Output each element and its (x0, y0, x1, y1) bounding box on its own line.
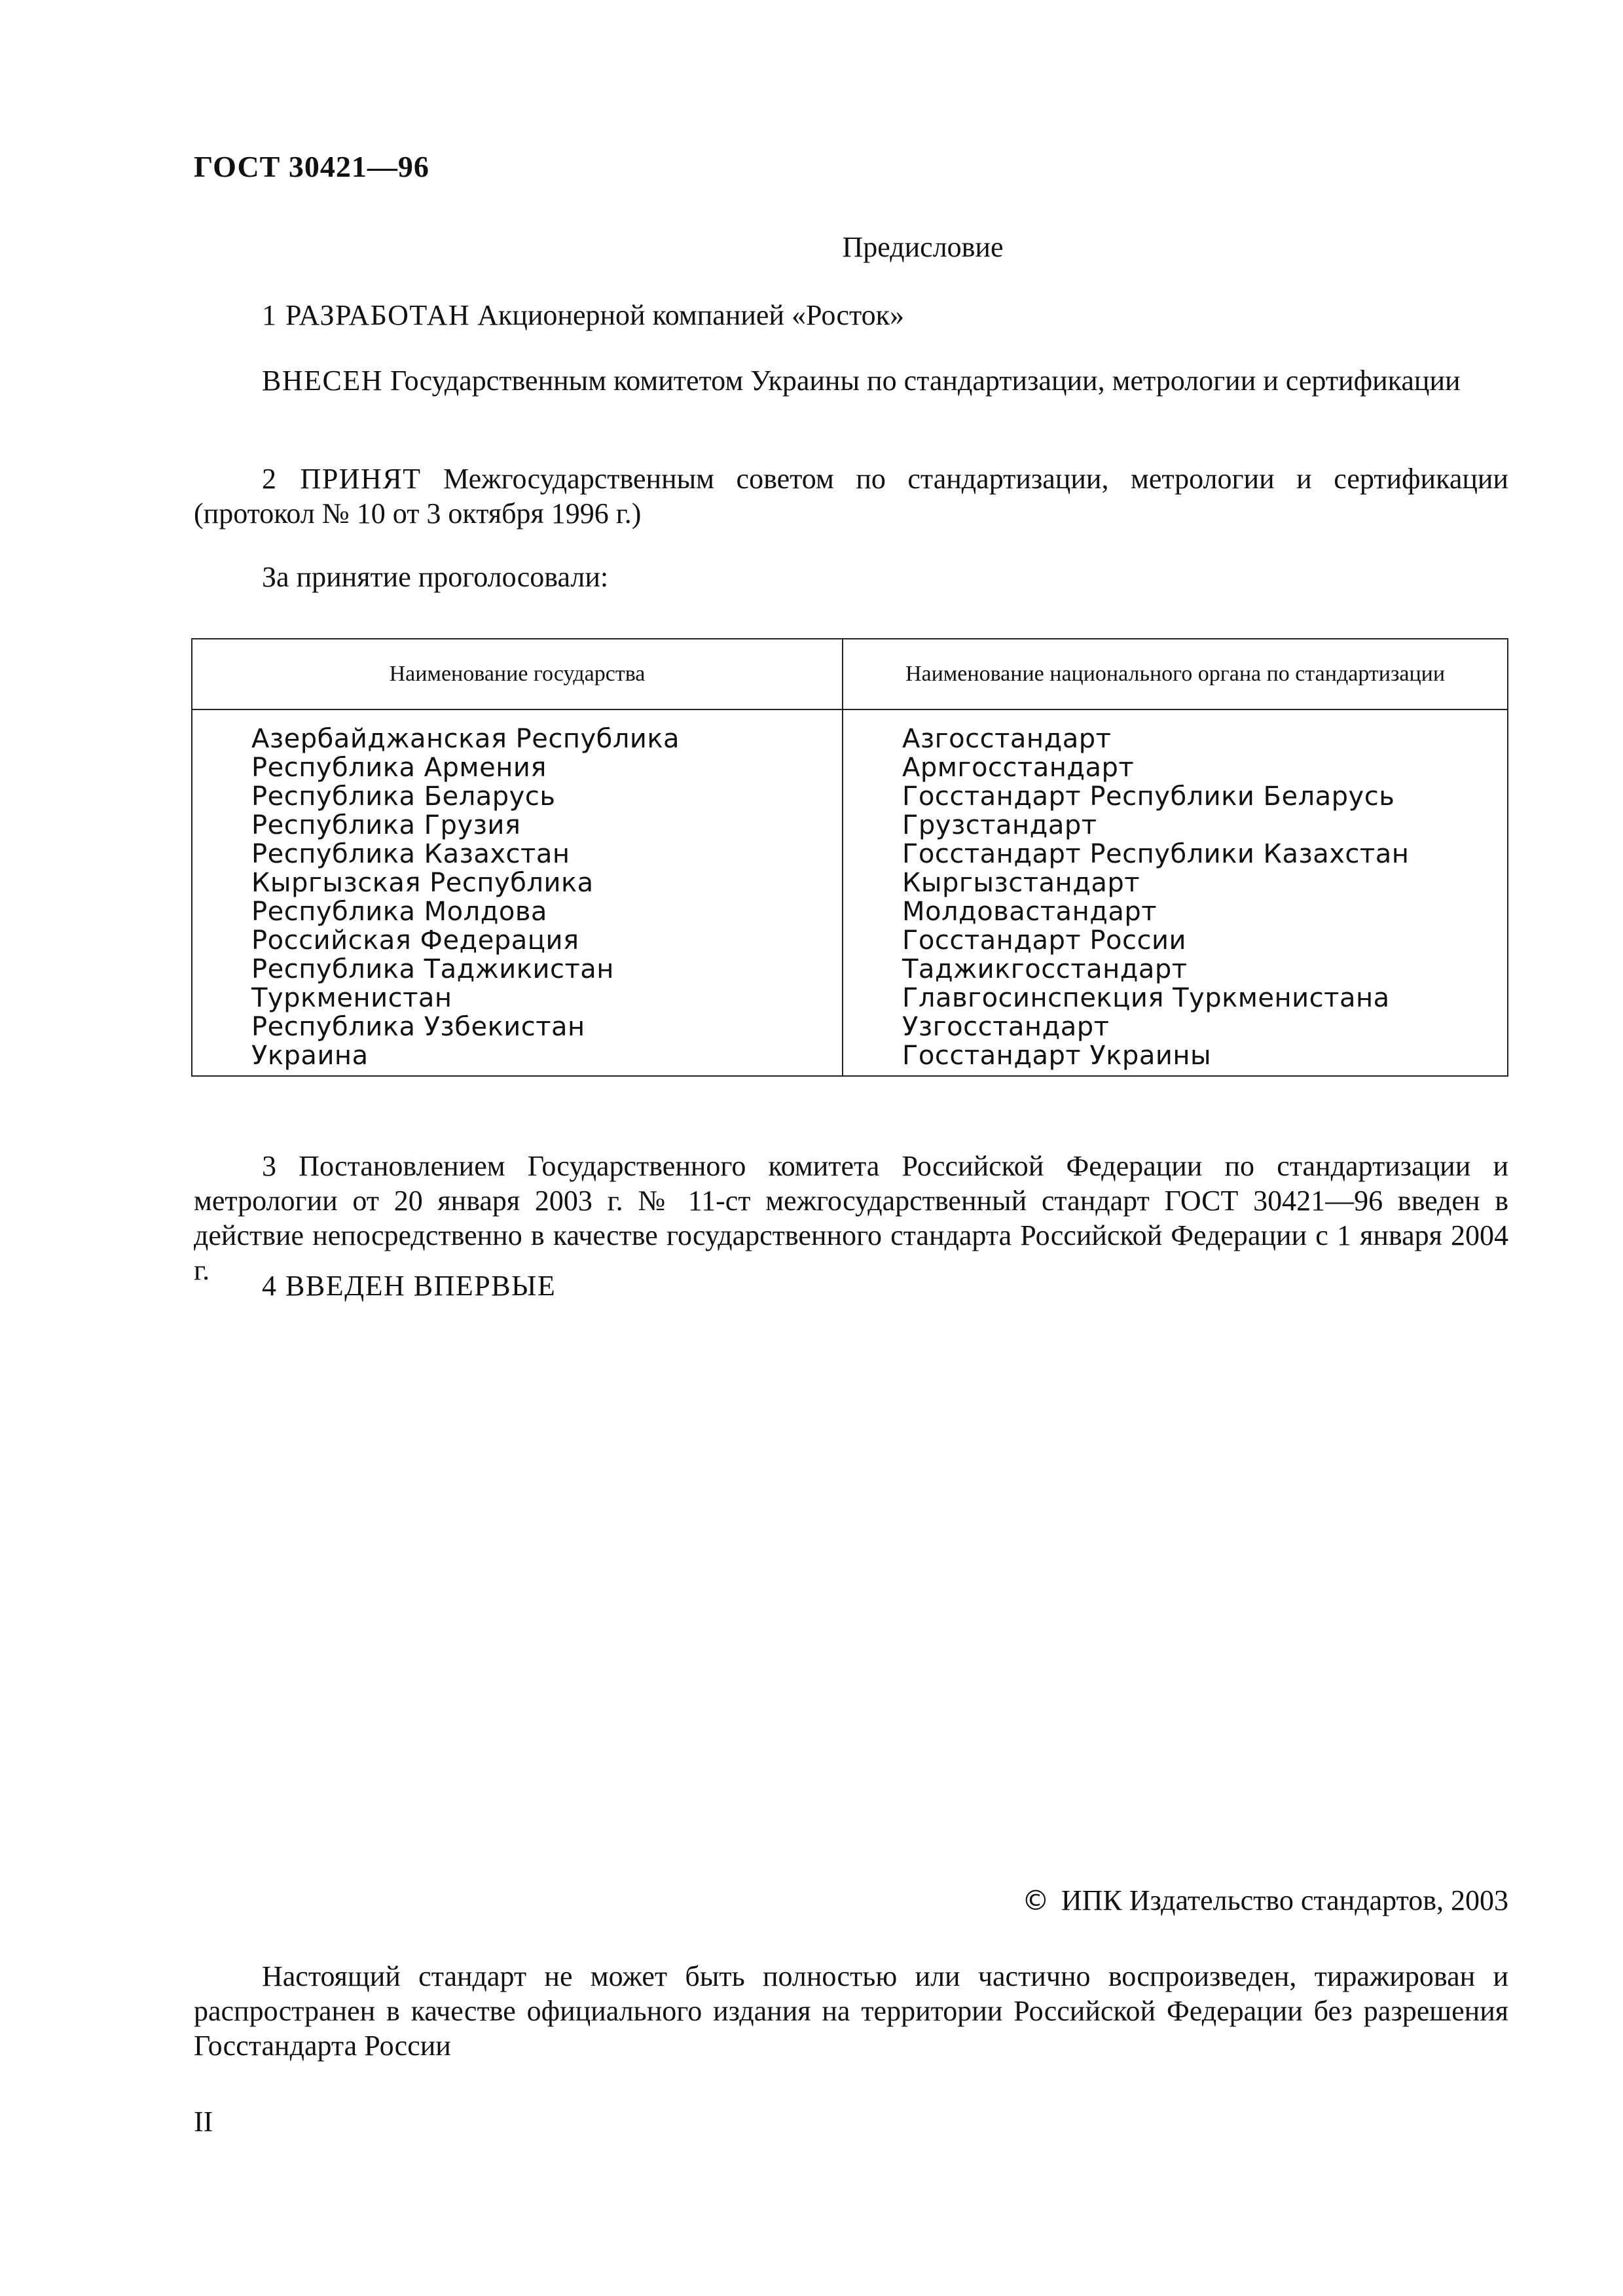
paragraph-developed (194, 298, 1508, 332)
state-name: Туркменистан (251, 983, 452, 1013)
paragraph-first-introduced (194, 1268, 1508, 1303)
standards-body-name: Таджикгосстандарт (902, 954, 1188, 984)
paragraph-developed-text: Акционерной компанией «Росток» (470, 299, 905, 331)
page-number: II (194, 2106, 213, 2138)
copyright-symbol: © (1021, 1884, 1049, 1916)
table-column-divider (842, 639, 843, 1075)
state-name: Республика Грузия (251, 810, 521, 840)
standards-body-name: Госстандарт Республики Казахстан (902, 839, 1410, 869)
reproduction-notice (194, 1959, 1508, 2063)
vote-table (191, 638, 1508, 1077)
standards-body-name: Госстандарт России (902, 925, 1186, 956)
paragraph-decree-text: 3 Постановлением Государственного комитета Российской Федерации по стандартизации и метрологии от 20 января 2003 г. № 11-ст межгосударственный стандарт ГОСТ 30421—96 введен в действие непосредственно в качестве государственного стандарта Российской Федерации с 1 января 2004 г. (194, 1150, 1508, 1286)
paragraph-first-introduced-text: 4 ВВЕДЕН ВПЕРВЫЕ (262, 1270, 556, 1302)
table-header-body: Наименование национального органа по стандартизации (905, 662, 1446, 686)
state-name: Украина (251, 1041, 369, 1071)
reproduction-notice-text: Настоящий стандарт не может быть полностью или частично воспроизведен, тиражирован и распространен в качестве официального издания на территории Российской Федерации без разрешения Госстандарта России (194, 1960, 1508, 2062)
standards-body-name: Грузстандарт (902, 810, 1097, 840)
standards-body-name: Главгосинспекция Туркменистана (902, 983, 1390, 1013)
standards-body-name: Кыргызстандарт (902, 868, 1140, 898)
state-name: Республика Таджикистан (251, 954, 614, 984)
section-title: Предисловие (842, 231, 1004, 263)
state-name: Кыргызская Республика (251, 868, 594, 898)
standards-body-name: Армгосстандарт (902, 753, 1135, 783)
state-name: Российская Федерация (251, 925, 579, 956)
state-name: Республика Казахстан (251, 839, 570, 869)
paragraph-submitted-lead: ВНЕСЕН (262, 365, 383, 397)
standards-body-name: Азгосстандарт (902, 724, 1112, 754)
state-list (251, 725, 680, 1070)
paragraph-adopted-lead: 2 ПРИНЯТ (262, 463, 422, 495)
paragraph-submitted (194, 363, 1508, 398)
paragraph-adopted-text: Межгосударственным советом по стандартизации, метрологии и сертификации (протокол № 10 от 3 октября 1996 г.) (194, 463, 1508, 529)
document-code: ГОСТ 30421—96 (194, 150, 429, 183)
state-name: Республика Молдова (251, 897, 547, 927)
standards-body-list (902, 725, 1409, 1070)
copyright-line (1022, 1884, 1508, 1917)
state-name: Республика Беларусь (251, 781, 556, 812)
state-name: Азербайджанская Республика (251, 724, 680, 754)
table-header-state: Наименование государства (389, 662, 646, 686)
state-name: Республика Узбекистан (251, 1012, 585, 1042)
copyright-text: ИПК Издательство стандартов, 2003 (1061, 1884, 1508, 1916)
standards-body-name: Узгосстандарт (902, 1012, 1110, 1042)
standards-body-name: Госстандарт Украины (902, 1041, 1212, 1071)
table-header-rule (192, 709, 1507, 710)
standards-body-name: Госстандарт Республики Беларусь (902, 781, 1395, 812)
paragraph-decree (194, 1149, 1508, 1287)
vote-intro (194, 560, 1508, 594)
paragraph-adopted (194, 461, 1508, 531)
paragraph-developed-lead: 1 РАЗРАБОТАН (262, 299, 471, 331)
standards-body-name: Молдовастандарт (902, 897, 1158, 927)
vote-intro-text: За принятие проголосовали: (262, 561, 609, 593)
state-name: Республика Армения (251, 753, 547, 783)
paragraph-submitted-text: Государственным комитетом Украины по стандартизации, метрологии и сертификации (383, 365, 1461, 397)
